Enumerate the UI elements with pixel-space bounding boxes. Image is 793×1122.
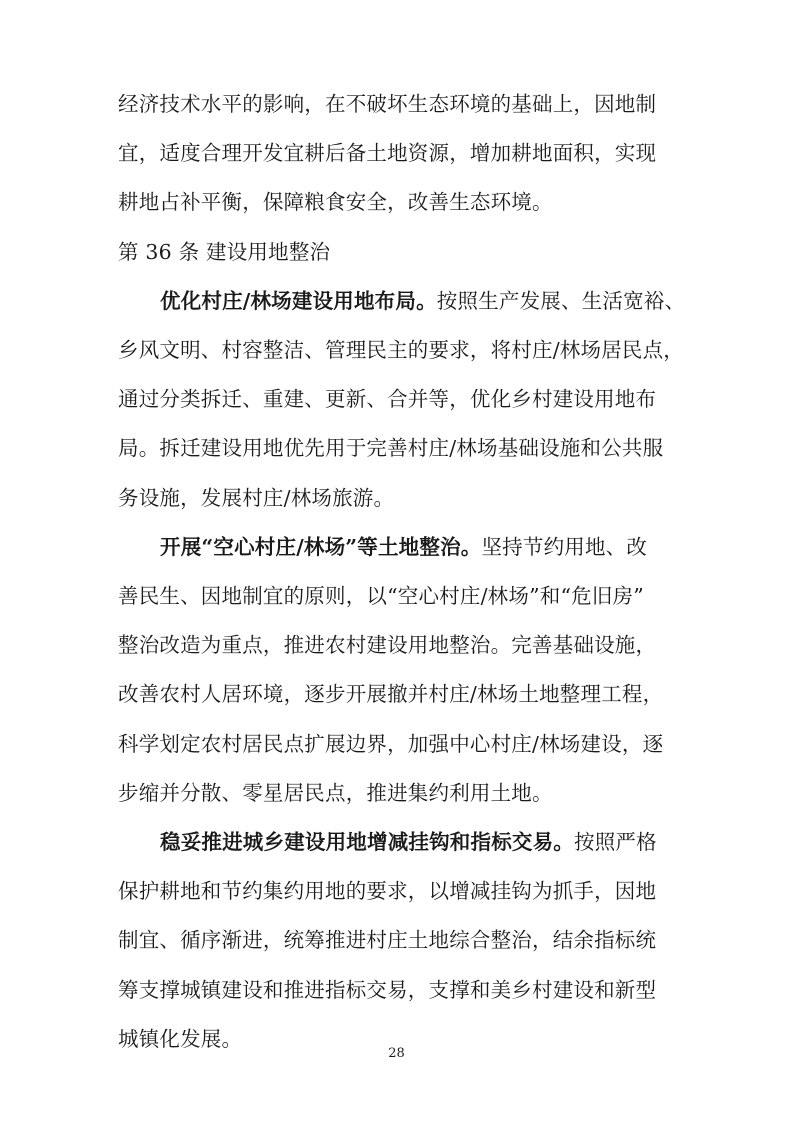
paragraph-first-line: [160, 287, 685, 315]
intro-line: 经济技术水平的影响，在不破坏生态环境的基础上，因地制: [118, 92, 657, 116]
paragraph-line: 善民生、因地制宜的原则，以“空心村庄/林场”和“危旧房”: [118, 584, 644, 608]
intro-line: 宜，适度合理开发宜耕后备土地资源，增加耕地面积，实现: [118, 141, 657, 165]
paragraph-line: 科学划定农村居民点扩展边界，加强中心村庄/林场建设，逐: [118, 732, 664, 756]
paragraph-line: 筹支撑城镇建设和推进指标交易，支撑和美乡村建设和新型: [118, 978, 657, 1002]
paragraph-text: 坚持节约用地、改: [481, 535, 648, 559]
paragraph-line: 保护耕地和节约集约用地的要求，以增减挂钩为抓手，因地: [118, 879, 657, 903]
paragraph-line: 改善农村人居环境，逐步开展撤并村庄/林场土地整理工程，: [118, 682, 664, 706]
paragraph-first-line: [160, 533, 647, 561]
paragraph-line: 局。拆迁建设用地优先用于完善村庄/林场基础设施和公共服: [118, 436, 664, 460]
paragraph-line: 乡风文明、村容整洁、管理民主的要求，将村庄/林场居民点，: [118, 338, 685, 362]
paragraph-text: 按照生产发展、生活宽裕、: [436, 289, 686, 313]
paragraph-lead: 开展“空心村庄/林场”等土地整治。: [160, 535, 482, 559]
paragraph-line: 制宜、循序渐进，统筹推进村庄土地综合整治，结余指标统: [118, 928, 657, 952]
paragraph-line: 通过分类拆迁、重建、更新、合并等，优化乡村建设用地布: [118, 387, 657, 411]
paragraph-line: 务设施，发展村庄/林场旅游。: [118, 486, 395, 510]
paragraph-line: 步缩并分散、零星居民点，推进集约利用土地。: [118, 781, 553, 805]
section-heading: 第 36 条 建设用地整治: [118, 240, 331, 264]
paragraph-lead: 优化村庄/林场建设用地布局。: [160, 289, 437, 313]
intro-line: 耕地占补平衡，保障粮食安全，改善生态环境。: [118, 190, 553, 214]
paragraph-text: 按照严格: [574, 830, 657, 854]
paragraph-line: 整治改造为重点，推进农村建设用地整治。完善基础设施，: [118, 633, 657, 657]
paragraph-lead: 稳妥推进城乡建设用地增减挂钩和指标交易。: [160, 830, 574, 854]
page-number: 28: [388, 1046, 405, 1061]
paragraph-first-line: [160, 828, 657, 856]
paragraph-line: 城镇化发展。: [118, 1027, 243, 1051]
